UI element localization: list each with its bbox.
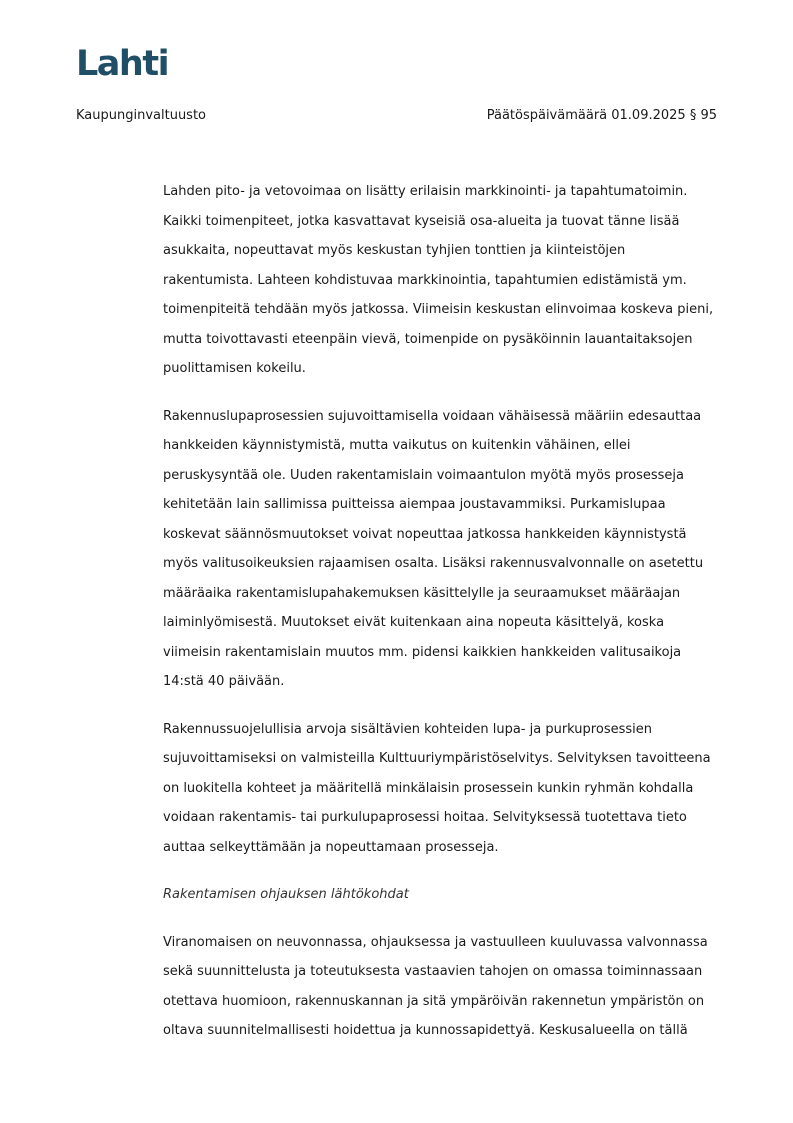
text-line: sekä suunnittelusta ja toteutuksesta vastaavien tahojen on omassa toiminnassaan <box>163 964 703 979</box>
text-line: toimenpiteitä tehdään myös jatkossa. Viimeisin keskustan elinvoimaa koskeva pieni, <box>163 302 714 317</box>
text-line: myös valitusoikeuksien rajaamisen osalta. Lisäksi rakennusvalvonnalle on asetettu <box>163 556 704 571</box>
text-line: sujuvoittamiseksi on valmisteilla Kulttuuriympäristöselvitys. Selvityksen tavoitteena <box>163 751 711 766</box>
text-line: Rakennussuojelullisia arvoja sisältävien kohteiden lupa- ja purkuprosessien <box>163 721 652 737</box>
paragraph-marketing <box>163 177 723 384</box>
text-line: 14:stä 40 päivään. <box>163 674 285 689</box>
text-line: laiminlyömisestä. Muutokset eivät kuitenkaan aina nopeuta käsittelyä, koska <box>163 615 665 630</box>
lahti-logo: Lahti <box>76 44 169 84</box>
paragraph-cultural-environment <box>163 715 723 863</box>
text-line: Kaikki toimenpiteet, jotka kasvattavat kyseisiä osa-alueita ja tuovat tänne lisää <box>163 213 680 229</box>
document-body <box>163 177 723 1064</box>
text-line: puolittamisen kokeilu. <box>163 361 306 376</box>
header-decision-date: Päätöspäivämäärä 01.09.2025 § 95 <box>486 108 717 123</box>
text-line: Lahden pito- ja vetovoimaa on lisätty erilaisin markkinointi- ja tapahtumatoimin. <box>163 184 688 199</box>
text-line: koskevat säännösmuutokset voivat nopeuttaa jatkossa hankkeiden käynnistystä <box>163 526 687 542</box>
text-line: auttaa selkeyttämään ja nopeuttamaan prosesseja. <box>163 839 499 855</box>
text-line: viimeisin rakentamislain muutos mm. pidensi kaikkien hankkeiden valitusaikoja <box>163 644 682 660</box>
text-line: peruskysyntää ole. Uuden rakentamislain voimaantulon myötä myös prosesseja <box>163 467 684 483</box>
text-line: mutta toivottavasti eteenpäin vievä, toimenpide on pysäköinnin lauantaitaksojen <box>163 331 693 347</box>
text-line: Viranomaisen on neuvonnassa, ohjauksessa ja vastuulleen kuuluvassa valvonnassa <box>163 934 708 950</box>
text-line: rakentumista. Lahteen kohdistuvaa markkinointia, tapahtumien edistämistä ym. <box>163 272 687 288</box>
text-line: voidaan rakentamis- tai purkulupaprosessi hoitaa. Selvityksessä tuotettava tieto <box>163 810 687 825</box>
header-organ: Kaupunginvaltuusto <box>76 108 207 123</box>
text-line: oltava suunnitelmallisesti hoidettua ja kunnossapidettyä. Keskusalueella on tällä <box>163 1023 688 1038</box>
text-line: Rakennuslupaprosessien sujuvoittamisella voidaan vähäisessä määriin edesauttaa <box>163 408 702 424</box>
text-line: määräaika rakentamislupahakemuksen käsittelylle ja seuraamukset määräajan <box>163 585 681 601</box>
paragraph-authority-guidance <box>163 928 723 1046</box>
paragraph-building-permits <box>163 402 723 697</box>
text-line: asukkaita, nopeuttavat myös keskustan tyhjien tonttien ja kiinteistöjen <box>163 243 626 258</box>
section-subheading: Rakentamisen ohjauksen lähtökohdat <box>163 887 409 902</box>
text-line: on luokitella kohteet ja määritellä minkälaisin prosessein kunkin ryhmän kohdalla <box>163 780 694 796</box>
text-line: kehitetään lain sallimissa puitteissa aiempaa joustavammiksi. Purkamislupaa <box>163 497 666 512</box>
text-line: hankkeiden käynnistymistä, mutta vaikutus on kuitenkin vähäinen, ellei <box>163 438 631 453</box>
text-line: otettava huomioon, rakennuskannan ja sitä ympäröivän rakennetun ympäristön on <box>163 993 705 1009</box>
